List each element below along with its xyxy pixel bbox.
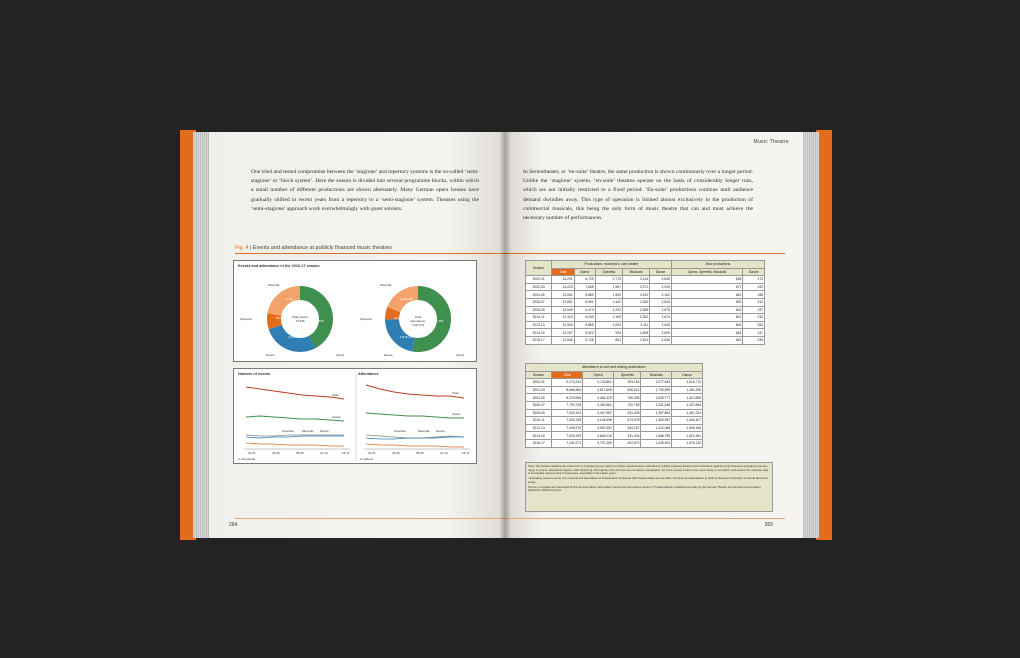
events-chart-title: Number of events xyxy=(238,372,271,376)
line-dance xyxy=(366,437,464,439)
value-cell: 168 xyxy=(743,291,765,299)
x-tick: 04-05 xyxy=(392,451,400,455)
value-cell: 247 xyxy=(743,329,765,337)
col-total: Total xyxy=(552,371,583,379)
value-cell: 2,673 xyxy=(650,314,672,322)
season-cell: 2002-03 xyxy=(526,283,552,291)
table-row xyxy=(526,401,703,409)
value-cell: 1,412,066 xyxy=(641,424,672,432)
table-row xyxy=(526,298,765,306)
value-cell: 1,437,864 xyxy=(672,401,703,409)
value-cell: 4,144,996 xyxy=(583,417,614,425)
season-cell: 2010-11 xyxy=(526,314,552,322)
value-cell: 1,231,548 xyxy=(641,401,672,409)
table-row xyxy=(526,394,703,402)
table-row xyxy=(526,432,703,440)
value-cell: 1,557 xyxy=(595,283,622,291)
left-page xyxy=(209,132,505,538)
value-cell: 1,621,951 xyxy=(672,432,703,440)
value-cell: 6,889 xyxy=(574,291,595,299)
value-cell: 5,922 xyxy=(574,329,595,337)
donut-right-center: Total attendance: 7,241,971 xyxy=(410,315,426,327)
figure-rule-right xyxy=(505,253,785,254)
productions-group-header: Productions¹ mounted in own theatre xyxy=(552,261,672,269)
value-cell: 933,154 xyxy=(613,379,641,387)
value-cell: 12,801 xyxy=(552,298,575,306)
value-cell: 422,670 xyxy=(613,439,641,447)
value-cell: 1,440 xyxy=(595,298,622,306)
value-cell: 13,061 xyxy=(552,291,575,299)
label-dance-right: Dance xyxy=(384,353,393,357)
value-cell: 851 xyxy=(595,336,622,344)
productions-table-body xyxy=(526,276,765,344)
value-cell: 2,775 xyxy=(595,276,622,284)
table-row xyxy=(526,276,765,284)
season-cell: 2000-01 xyxy=(526,379,552,387)
table-row xyxy=(526,439,703,447)
table-row xyxy=(526,386,703,394)
value-cell: 235 xyxy=(743,336,765,344)
value-cell: 2,362 xyxy=(622,314,649,322)
value-cell: 7,753,728 xyxy=(552,401,583,409)
page-edges-right xyxy=(801,132,819,538)
value-opera-left: 5,728 xyxy=(316,319,324,323)
value-cell: 2,575 xyxy=(650,306,672,314)
value-cell: 12,649 xyxy=(552,306,575,314)
value-cell: 11,546 xyxy=(552,336,575,344)
value-cell: 3,143 xyxy=(622,276,649,284)
x-tick: 12-13 xyxy=(440,451,448,455)
series-label-musicals: Musicals xyxy=(418,429,430,433)
value-cell: 2,369 xyxy=(622,306,649,314)
value-cell: 6,591 xyxy=(574,298,595,306)
value-cell: 4,407,987 xyxy=(583,409,614,417)
x-tick: 16-17 xyxy=(342,451,350,455)
value-cell: 232 xyxy=(743,314,765,322)
value-cell: 2,605 xyxy=(622,329,649,337)
value-cell: 7,629,209 xyxy=(552,432,583,440)
value-cell: 2,162 xyxy=(650,291,672,299)
col-opera: Opera xyxy=(583,371,614,379)
series-label-total: Total xyxy=(452,391,459,395)
col-operetta: Operetta xyxy=(613,371,641,379)
series-label-dance: Dance xyxy=(320,429,329,433)
value-cell: 2,605 xyxy=(650,329,672,337)
season-cell: 2008-09 xyxy=(526,409,552,417)
table-row xyxy=(526,409,703,417)
value-musicals-left: 2,731 xyxy=(286,297,294,301)
value-dance-right: 1,576,134 xyxy=(400,335,414,339)
figure-caption: Fig. 4 | Events and attendance at publicly financed music theatres xyxy=(235,245,392,251)
value-cell: 2,252 xyxy=(622,298,649,306)
value-cell: 1,977,653 xyxy=(641,379,672,387)
label-operetta-left: Operetta xyxy=(240,317,252,321)
season-cell: 2016-17 xyxy=(526,439,552,447)
value-cell: 4,743,861 xyxy=(583,379,614,387)
value-cell: 573,378 xyxy=(613,417,641,425)
bottom-rule xyxy=(235,518,505,519)
attendance-table xyxy=(525,363,703,448)
col-musicals: Musicals xyxy=(641,371,672,379)
label-musicals-right: Musicals xyxy=(380,283,392,287)
value-cell: 1,169 xyxy=(595,314,622,322)
value-cell: 253 xyxy=(743,321,765,329)
line-operetta xyxy=(246,443,344,446)
line-musicals xyxy=(366,435,464,438)
value-cell: 12,413 xyxy=(552,314,575,322)
label-opera-right: Opera xyxy=(456,353,465,357)
table-row xyxy=(526,336,765,344)
value-opera-right: 3,797,259 xyxy=(430,319,444,323)
line-opera xyxy=(246,416,344,421)
value-operetta-left: 851 xyxy=(276,316,282,320)
figure-rule xyxy=(235,253,505,254)
value-cell: 1,545,168 xyxy=(672,424,703,432)
donut-panel-title: Events and attendance in the 2016-17 season xyxy=(238,264,320,268)
productions-table xyxy=(525,260,765,345)
table-row xyxy=(526,417,703,425)
value-cell: 8,219,598 xyxy=(552,394,583,402)
value-cell: 1,544,407 xyxy=(672,417,703,425)
page-number-right: 265 xyxy=(764,522,773,528)
value-cell: 631,038 xyxy=(613,409,641,417)
bottom-rule-right xyxy=(505,518,785,519)
value-cell: 1,590 xyxy=(595,291,622,299)
value-cell: 14,223 xyxy=(552,283,575,291)
value-cell: 212 xyxy=(743,298,765,306)
value-cell: 1,467,224 xyxy=(672,409,703,417)
value-cell: 2,518 xyxy=(650,298,672,306)
value-cell: 5,865 xyxy=(574,321,595,329)
value-cell: 11,944 xyxy=(552,321,575,329)
value-cell: 7,665 xyxy=(574,283,595,291)
col-operetta: Operetta xyxy=(595,268,622,276)
season-cell: 2010-11 xyxy=(526,417,552,425)
page-number-left: 264 xyxy=(229,522,238,528)
value-cell: 3,987,552 xyxy=(583,424,614,432)
value-cell: 197 xyxy=(743,306,765,314)
book-gutter xyxy=(499,132,511,538)
value-cell: 630 xyxy=(671,298,743,306)
source-text: Source: Compiled and calculated by the German Music Information Centre from the various issues of Theaterstatistik, published annually by the German Theatre and Orchestra Association (Deutscher Bühnenverein). xyxy=(528,484,761,493)
figure-caption-text: Events and attendance at publicly financed music theatres xyxy=(252,245,392,251)
season-cell: 2012-13 xyxy=(526,321,552,329)
running-head: Music Theatre xyxy=(753,139,789,145)
value-cell: 4,617,695 xyxy=(583,386,614,394)
value-cell: 2,411 xyxy=(622,321,649,329)
table-row xyxy=(526,291,765,299)
label-musicals-left: Musicals xyxy=(268,283,280,287)
series-label-operetta: Operetta xyxy=(394,429,406,433)
season-cell: 2012-13 xyxy=(526,424,552,432)
season-cell: 2004-05 xyxy=(526,291,552,299)
season-cell: 2008-09 xyxy=(526,306,552,314)
x-tick: 00-01 xyxy=(248,451,256,455)
table-row xyxy=(526,283,765,291)
value-cell: 173 xyxy=(743,276,765,284)
value-cell: 6,473 xyxy=(574,306,595,314)
value-cell: 7,408,975 xyxy=(552,424,583,432)
value-cell: 677 xyxy=(671,283,743,291)
value-cell: 925 xyxy=(595,329,622,337)
value-cell: 628 xyxy=(671,276,743,284)
col-new-opera: Opera, Operetta, Musicals xyxy=(671,268,743,276)
attendance-unit: in millions xyxy=(360,457,374,461)
x-tick: 16-17 xyxy=(462,451,470,455)
footnote-text: ¹ Excluding concert events. For concerts and attendance of independent orchestras with theatre status see the table ‘Concerts and attendance of publicly financed orchestras’ in Gerald Mertens’s essay. xyxy=(528,476,768,484)
series-label-musicals: Musicals xyxy=(302,429,314,433)
new-productions-header: New productions xyxy=(671,261,764,269)
season-cell: 2004-05 xyxy=(526,394,552,402)
col-season: Season xyxy=(526,371,552,379)
season-cell: 2006-07 xyxy=(526,401,552,409)
value-cell: 3,797,259 xyxy=(583,439,614,447)
line-total xyxy=(366,385,464,398)
right-page xyxy=(505,132,803,538)
attendance-chart-title: Attendance xyxy=(358,372,379,376)
value-cell: 431,434 xyxy=(613,432,641,440)
value-cell: 1,618,775 xyxy=(672,379,703,387)
value-cell: 5,728 xyxy=(574,336,595,344)
value-cell: 1,481,295 xyxy=(672,386,703,394)
value-cell: 1,739,969 xyxy=(641,386,672,394)
col-season: Season xyxy=(526,261,552,276)
value-cell: 848,621 xyxy=(613,386,641,394)
season-cell: 2000-01 xyxy=(526,276,552,284)
table-row xyxy=(526,379,703,387)
x-tick: 00-01 xyxy=(368,451,376,455)
table-notes xyxy=(525,462,773,512)
value-musicals-right: 1,440,404 xyxy=(400,297,414,301)
donut-left-center: Total events: 13,546 xyxy=(291,315,309,323)
value-cell: 1,023 xyxy=(595,321,622,329)
line-opera xyxy=(366,413,464,418)
value-cell: 644 xyxy=(671,329,743,337)
value-cell: 7,628,768 xyxy=(552,417,583,425)
open-book xyxy=(180,128,832,543)
series-label-opera: Opera xyxy=(452,412,461,416)
value-cell: 190 xyxy=(743,283,765,291)
value-cell: 2,971 xyxy=(622,283,649,291)
donut-charts-svg xyxy=(234,261,478,363)
value-cell: 7,903,103 xyxy=(552,409,583,417)
season-cell: 2002-03 xyxy=(526,386,552,394)
value-cell: 14,291 xyxy=(552,276,575,284)
x-tick: 04-05 xyxy=(272,451,280,455)
value-cell: 8,686,580 xyxy=(552,386,583,394)
table-row xyxy=(526,329,765,337)
table-row xyxy=(526,306,765,314)
label-operetta-right: Operetta xyxy=(360,317,372,321)
value-cell: 12,057 xyxy=(552,329,575,337)
col-dance: Dance xyxy=(672,371,703,379)
season-cell: 2014-15 xyxy=(526,329,552,337)
value-cell: 2,636 xyxy=(650,336,672,344)
value-cell: 4,363,561 xyxy=(583,401,614,409)
label-dance-left: Dance xyxy=(266,353,275,357)
table-row xyxy=(526,321,765,329)
value-cell: 6,725 xyxy=(574,276,595,284)
x-tick: 12-13 xyxy=(320,451,328,455)
value-cell: 1,365,987 xyxy=(641,417,672,425)
value-cell: 7,241,971 xyxy=(552,439,583,447)
value-cell: 2,645 xyxy=(650,321,672,329)
series-label-opera: Opera xyxy=(332,415,341,419)
value-cell: 1,232 xyxy=(595,306,622,314)
value-cell: 4,484,329 xyxy=(583,394,614,402)
value-operetta-right: 422,670 xyxy=(394,316,405,320)
value-cell: 2,648 xyxy=(650,276,672,284)
value-cell: 1,445,904 xyxy=(641,439,672,447)
value-cell: 2,331 xyxy=(622,336,649,344)
value-cell: 604 xyxy=(671,321,743,329)
value-cell: 1,412,999 xyxy=(672,394,703,402)
attendance-table-title: Attendance at own and visiting productions¹ xyxy=(526,364,703,372)
value-dance-left: 2,331 xyxy=(288,335,296,339)
season-cell: 2014-15 xyxy=(526,432,552,440)
series-label-dance: Dance xyxy=(436,429,445,433)
value-cell: 2,030 xyxy=(650,283,672,291)
left-paragraph: One tried and tested compromise between the ‘stagione’ and repertory systems is the so-called ‘semi-stagione’ or ‘block system’. Here the season is divided into several programme blocks, within which a small number of different productions are shown alternately. Many German opera houses have gradually shifted in recent years from a repertory to a ‘semi-stagione’ system. Theatres using the ‘semi-stagione’ approach work overwhelmingly with guest soloists. xyxy=(251,169,479,212)
note-text: Note: The theatre statistics are drawn from a complete survey based on written questionnaires submitted to publicly financed theatres and orchestras regarding their business operations (venues, range of events, attendance figures, staff, financing). The figures in the first line are not always comparable, for some venues could not be used owing to renovation work and/or the collected data is incomplete owing to lack of responses, especially in the earlier years. xyxy=(528,464,769,476)
value-cell: 796,493 xyxy=(613,394,641,402)
col-total: Total xyxy=(552,268,575,276)
value-cell: 3,849,018 xyxy=(583,432,614,440)
figure-number: Fig. 4 xyxy=(235,245,249,251)
line-operetta xyxy=(366,444,464,447)
value-cell: 2,420 xyxy=(622,291,649,299)
col-opera: Opera xyxy=(574,268,595,276)
value-cell: 534,187 xyxy=(613,424,641,432)
table-row xyxy=(526,314,765,322)
label-opera-left: Opera xyxy=(336,353,345,357)
attendance-table-body xyxy=(526,379,703,447)
value-cell: 601 xyxy=(671,314,743,322)
table-row xyxy=(526,424,703,432)
season-cell: 2016-17 xyxy=(526,336,552,344)
x-tick: 08-09 xyxy=(296,451,304,455)
value-cell: 9,273,244 xyxy=(552,379,583,387)
value-cell: 1,525,777 xyxy=(641,394,672,402)
series-label-operetta: Operetta xyxy=(282,429,294,433)
col-new-dance: Dance xyxy=(743,268,765,276)
value-cell: 1,576,134 xyxy=(672,439,703,447)
line-total xyxy=(246,387,344,399)
value-cell: 616 xyxy=(671,306,743,314)
value-cell: 720,755 xyxy=(613,401,641,409)
x-tick: 08-09 xyxy=(416,451,424,455)
events-unit: in thousands xyxy=(238,457,256,461)
series-label-total: Total xyxy=(332,393,339,397)
value-cell: 642 xyxy=(671,291,743,299)
donut-chart-panel xyxy=(233,260,477,362)
value-cell: 6,209 xyxy=(574,314,595,322)
col-dance: Dance xyxy=(650,268,672,276)
value-cell: 642 xyxy=(671,336,743,344)
value-cell: 1,586,786 xyxy=(641,432,672,440)
col-musicals: Musicals xyxy=(622,268,649,276)
line-chart-panel xyxy=(233,368,477,464)
season-cell: 2006-07 xyxy=(526,298,552,306)
right-paragraph: In Serientheater, or ‘en-suite’ theatre, the same production is shown continuously over a longer period. Unlike the ‘stagione’ system, ‘en-suite’ theatres operate on the basis of considerably longer runs, which are not initially restricted to a fixed period. ‘En-suite’ productions continue until audience demand dwindles away. This type of operation is limited almost exclusively to the production of commercial musicals, this being the only form of music theatre that can and must achieve the necessary number of performances. xyxy=(523,169,753,222)
value-cell: 1,397,854 xyxy=(641,409,672,417)
